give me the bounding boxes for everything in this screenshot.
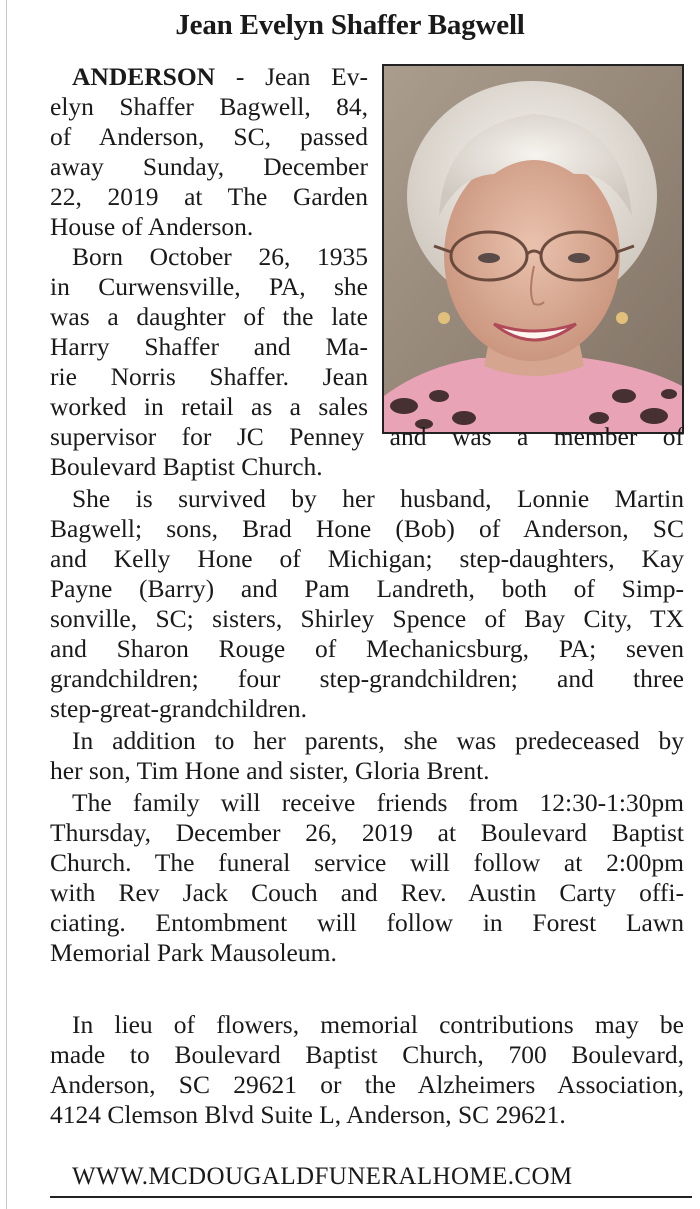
text-fragment: - Jean Ev- [215,62,368,91]
text-line: sonville, SC; sisters, Shirley Spence of Bay City, TX [50,604,684,633]
text-line: grandchildren; four step-grandchildren; and three [50,664,684,693]
portrait-photo [382,64,684,434]
dateline-city: ANDERSON [72,62,216,91]
text-line: her son, Tim Hone and sister, Gloria Brent. [50,756,490,785]
text-line: She is survived by her husband, Lonnie Martin [72,484,684,513]
text-line: Anderson, SC 29621 or the Alzheimers Association, [50,1070,684,1099]
text-line: The family will receive friends from 12:30-1:30pm [72,788,684,817]
text-line: with Rev Jack Couch and Rev. Austin Carty offi- [50,878,684,907]
left-column-rule [6,0,7,1209]
text-line: step-great-grandchildren. [50,694,308,723]
text-line: made to Boulevard Baptist Church, 700 Boulevard, [50,1040,684,1069]
text-line: away Sunday, December [50,152,368,181]
text-line: rie Norris Shaffer. Jean [50,362,368,391]
text-line: Thursday, December 26, 2019 at Boulevard Baptist [50,818,684,847]
text-line: Bagwell; sons, Brad Hone (Bob) of Anderson, SC [50,514,684,543]
text-line: and Sharon Rouge of Mechanicsburg, PA; seven [50,634,684,663]
text-line: and Kelly Hone of Michigan; step-daughters, Kay [50,544,684,573]
text-line: in Curwensville, PA, she [50,272,368,301]
funeral-home-website-link[interactable]: WWW.MCDOUGALDFUNERALHOME.COM [72,1163,573,1190]
text-line: In addition to her parents, she was predeceased by [72,726,684,755]
text-line: Harry Shaffer and Ma- [50,332,368,361]
text-line: ciating. Entombment will follow in Forest Lawn [50,908,684,937]
text-line: Born October 26, 1935 [72,242,368,271]
text-line: of Anderson, SC, passed [50,122,368,151]
text-line: Memorial Park Mausoleum. [50,938,337,967]
text-line: In lieu of flowers, memorial contributions may be [72,1010,684,1039]
text-line: worked in retail as a sales [50,392,368,421]
text-line: Payne (Barry) and Pam Landreth, both of Simp- [50,574,684,603]
text-line: House of Anderson. [50,212,254,241]
text-line: elyn Shaffer Bagwell, 84, [50,92,368,121]
text-line: 22, 2019 at The Garden [50,182,368,211]
text-line [50,62,368,92]
text-line: 4124 Clemson Blvd Suite L, Anderson, SC 29621. [50,1100,566,1129]
obituary-title: Jean Evelyn Shaffer Bagwell [175,9,525,41]
text-line: supervisor for JC Penney and was a member of [50,422,684,451]
bottom-divider [50,1196,692,1198]
portrait-illustration [384,66,682,432]
text-line: was a daughter of the late [50,302,368,331]
text-line: Church. The funeral service will follow at 2:00pm [50,848,684,877]
text-line: Boulevard Baptist Church. [50,452,323,481]
